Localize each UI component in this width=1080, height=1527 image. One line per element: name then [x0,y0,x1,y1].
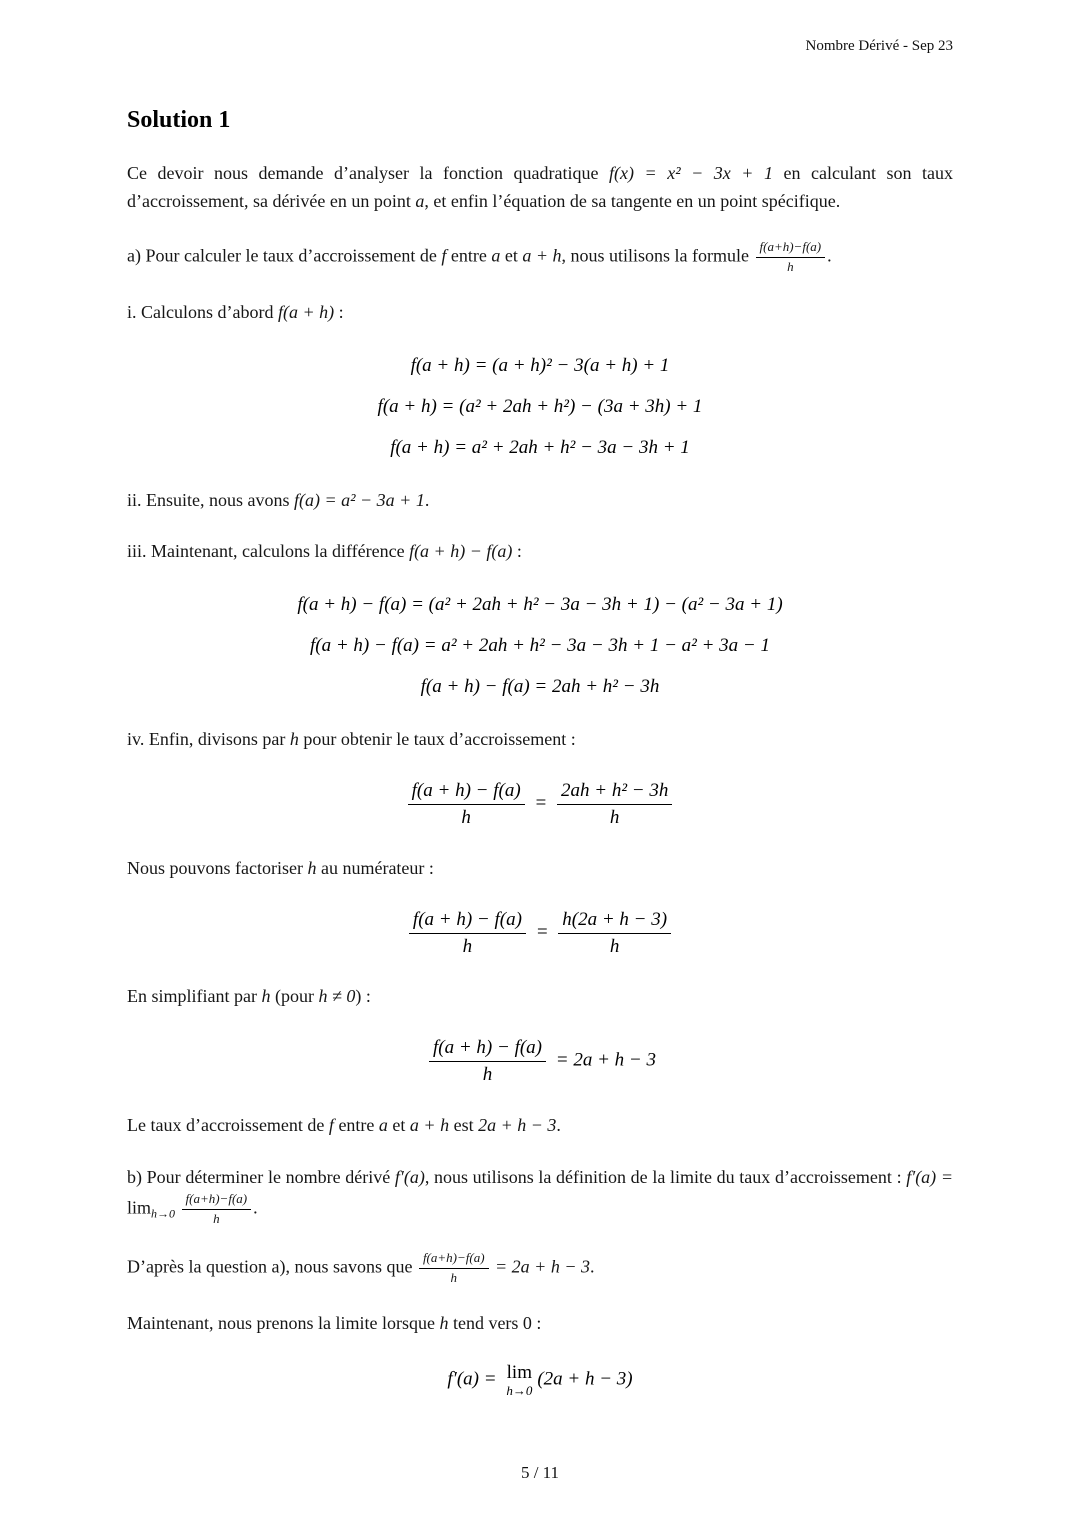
fraction-numerator: f(a+h)−f(a) [756,240,826,258]
math-run: h [439,1312,449,1333]
math-run: = [529,792,552,814]
text-run: tend vers 0 : [448,1312,542,1333]
step-iii-equations [127,594,953,698]
from-question-a-paragraph [127,1251,953,1286]
step-ii-paragraph [127,487,953,515]
factor-label [127,855,953,883]
fraction-numerator: f(a + h) − f(a) [408,780,525,805]
text-run: b) Pour déterminer le nombre dérivé [127,1166,395,1187]
text-run: En simplifiant par [127,986,262,1007]
math-run: (2a + h − 3) [537,1369,633,1391]
text-run: i. Calculons d’abord [127,301,278,322]
text-run: Maintenant, nous prenons la limite lorsque [127,1312,440,1333]
simplified-equation [127,1037,953,1086]
text-run: . [589,1256,595,1277]
text-run: . [556,1115,561,1136]
step-iv-label [127,726,953,754]
text-run: . [827,245,832,266]
math-run: h [289,729,299,750]
math-run: a [415,190,425,211]
page-header [127,38,953,55]
equation-line: f(a + h) = (a + h)² − 3(a + h) + 1 [410,354,670,376]
equation-line: f(a + h) − f(a) = 2ah + h² − 3h [420,676,660,698]
text-run: Nous pouvons factoriser [127,857,308,878]
limit-operator [506,1363,532,1398]
fraction [557,780,672,829]
fraction-numerator: 2ah + h² − 3h [557,780,672,805]
factored-equation [127,909,953,958]
text-run: est [449,1115,479,1136]
math-run: f(a + h) − f(a) [409,541,513,562]
text-run: Le taux d’accroissement de [127,1115,329,1136]
simplify-label [127,983,953,1011]
text-run: : [512,541,522,562]
text-run: en calculant son taux d’accroissement, sa dérivée en un point [127,163,953,211]
intro-paragraph [127,160,953,216]
math-run: f′(a) [394,1166,425,1187]
math-run: f [328,1115,334,1136]
math-run: h ≠ 0 [318,986,356,1007]
math-run: a [491,245,501,266]
math-run: f′(a) = [447,1369,502,1391]
fraction [756,240,826,275]
page-number: 5 / 11 [520,1463,560,1482]
fraction [429,1037,546,1086]
rate-equation [127,780,953,829]
fraction-numerator: f(a+h)−f(a) [182,1192,252,1210]
page-footer [0,1463,1080,1483]
equation-line: f(a + h) − f(a) = a² + 2ah + h² − 3a − 3h + 1 − a² + 3a − 1 [310,635,770,657]
fraction-denominator: h [609,807,620,829]
question-a-paragraph [127,240,953,275]
derivative-equation [127,1363,953,1398]
math-run: a + h [522,245,562,266]
solution-title: Solution 1 [127,107,231,133]
math-run: = [530,921,554,943]
fraction-numerator: f(a + h) − f(a) [409,909,526,934]
math-run: a [378,1115,388,1136]
math-run: f [441,245,447,266]
text-run: ii. Ensuite, nous avons [127,489,294,510]
math-run: h [261,986,271,1007]
math-run: a + h [409,1115,450,1136]
text-run: iv. Enfin, divisons par [127,729,290,750]
text-run [175,1197,180,1217]
fraction [408,780,525,829]
text-run: , et enfin l’équation de sa tangente en un point spécifique. [424,190,841,211]
question-b-paragraph [127,1164,953,1227]
math-run: f(a) = a² − 3a + 1 [294,489,425,510]
fraction [182,1192,252,1227]
text-run: entre [446,245,492,266]
text-run: (pour [270,986,319,1007]
text-run: ) : [355,986,371,1007]
math-run: = 2a + h − 3 [490,1256,590,1277]
fraction-numerator: f(a + h) − f(a) [429,1037,546,1062]
text-run: , nous utilisons la formule [561,245,754,266]
text-run: et [387,1115,410,1136]
fraction-denominator: h [609,935,620,957]
text-run: et [500,245,523,266]
math-run: = 2a + h − 3 [551,1050,656,1072]
fraction [409,909,526,958]
step-i-equations [127,355,953,459]
math-run: f(x) = x² − 3x + 1 [609,163,773,183]
equation-line: f(a + h) − f(a) = (a² + 2ah + h² − 3a − 3h + 1) − (a² − 3a + 1) [297,594,783,616]
text-run: Ce devoir nous demande d’analyser la fonction quadratique [127,163,610,183]
text-run: pour obtenir le taux d’accroissement : [298,729,576,750]
limit-subscript: h→0 [506,1383,533,1399]
text-run: : [334,301,344,322]
limit-word: lim [506,1362,532,1384]
text-run: a) Pour calculer le taux d’accroissement de [127,245,442,266]
text-run: , nous utilisons la définition de la limite du taux d’accroissement : [424,1166,907,1187]
document-body [127,160,953,1398]
fraction-denominator: h [787,258,794,274]
text-run: D’après la question a), nous savons que [127,1256,417,1277]
text-run: au numérateur : [316,857,434,878]
fraction-denominator: h [461,807,471,829]
step-i-label [127,299,953,327]
rate-conclusion-paragraph [127,1112,953,1140]
math-run: f′(a) = [906,1166,953,1187]
fraction-denominator: h [450,1269,457,1285]
math-run: h [307,857,317,878]
fraction-denominator: h [482,1064,493,1086]
fraction [558,909,671,958]
math-run: 2a + h − 3 [478,1115,557,1136]
subscript-run: h→0 [151,1206,176,1221]
fraction [419,1251,489,1286]
equation-line: f(a + h) = (a² + 2ah + h²) − (3a + 3h) + 1 [377,395,703,417]
fraction-numerator: f(a+h)−f(a) [419,1251,489,1269]
text-run: . [424,489,430,510]
fraction-denominator: h [462,935,473,957]
text-run: lim [127,1197,152,1218]
fraction-denominator: h [213,1210,220,1226]
text-run: iii. Maintenant, calculons la différence [127,541,410,562]
text-run: . [253,1197,258,1218]
equation-line: f(a + h) = a² + 2ah + h² − 3a − 3h + 1 [390,436,690,458]
text-run: entre [333,1115,379,1136]
fraction-numerator: h(2a + h − 3) [558,909,671,934]
limit-label [127,1310,953,1338]
math-run: f(a + h) [277,301,335,322]
header-title: Nombre Dérivé - Sep 23 [805,38,953,54]
step-iii-label [127,538,953,566]
